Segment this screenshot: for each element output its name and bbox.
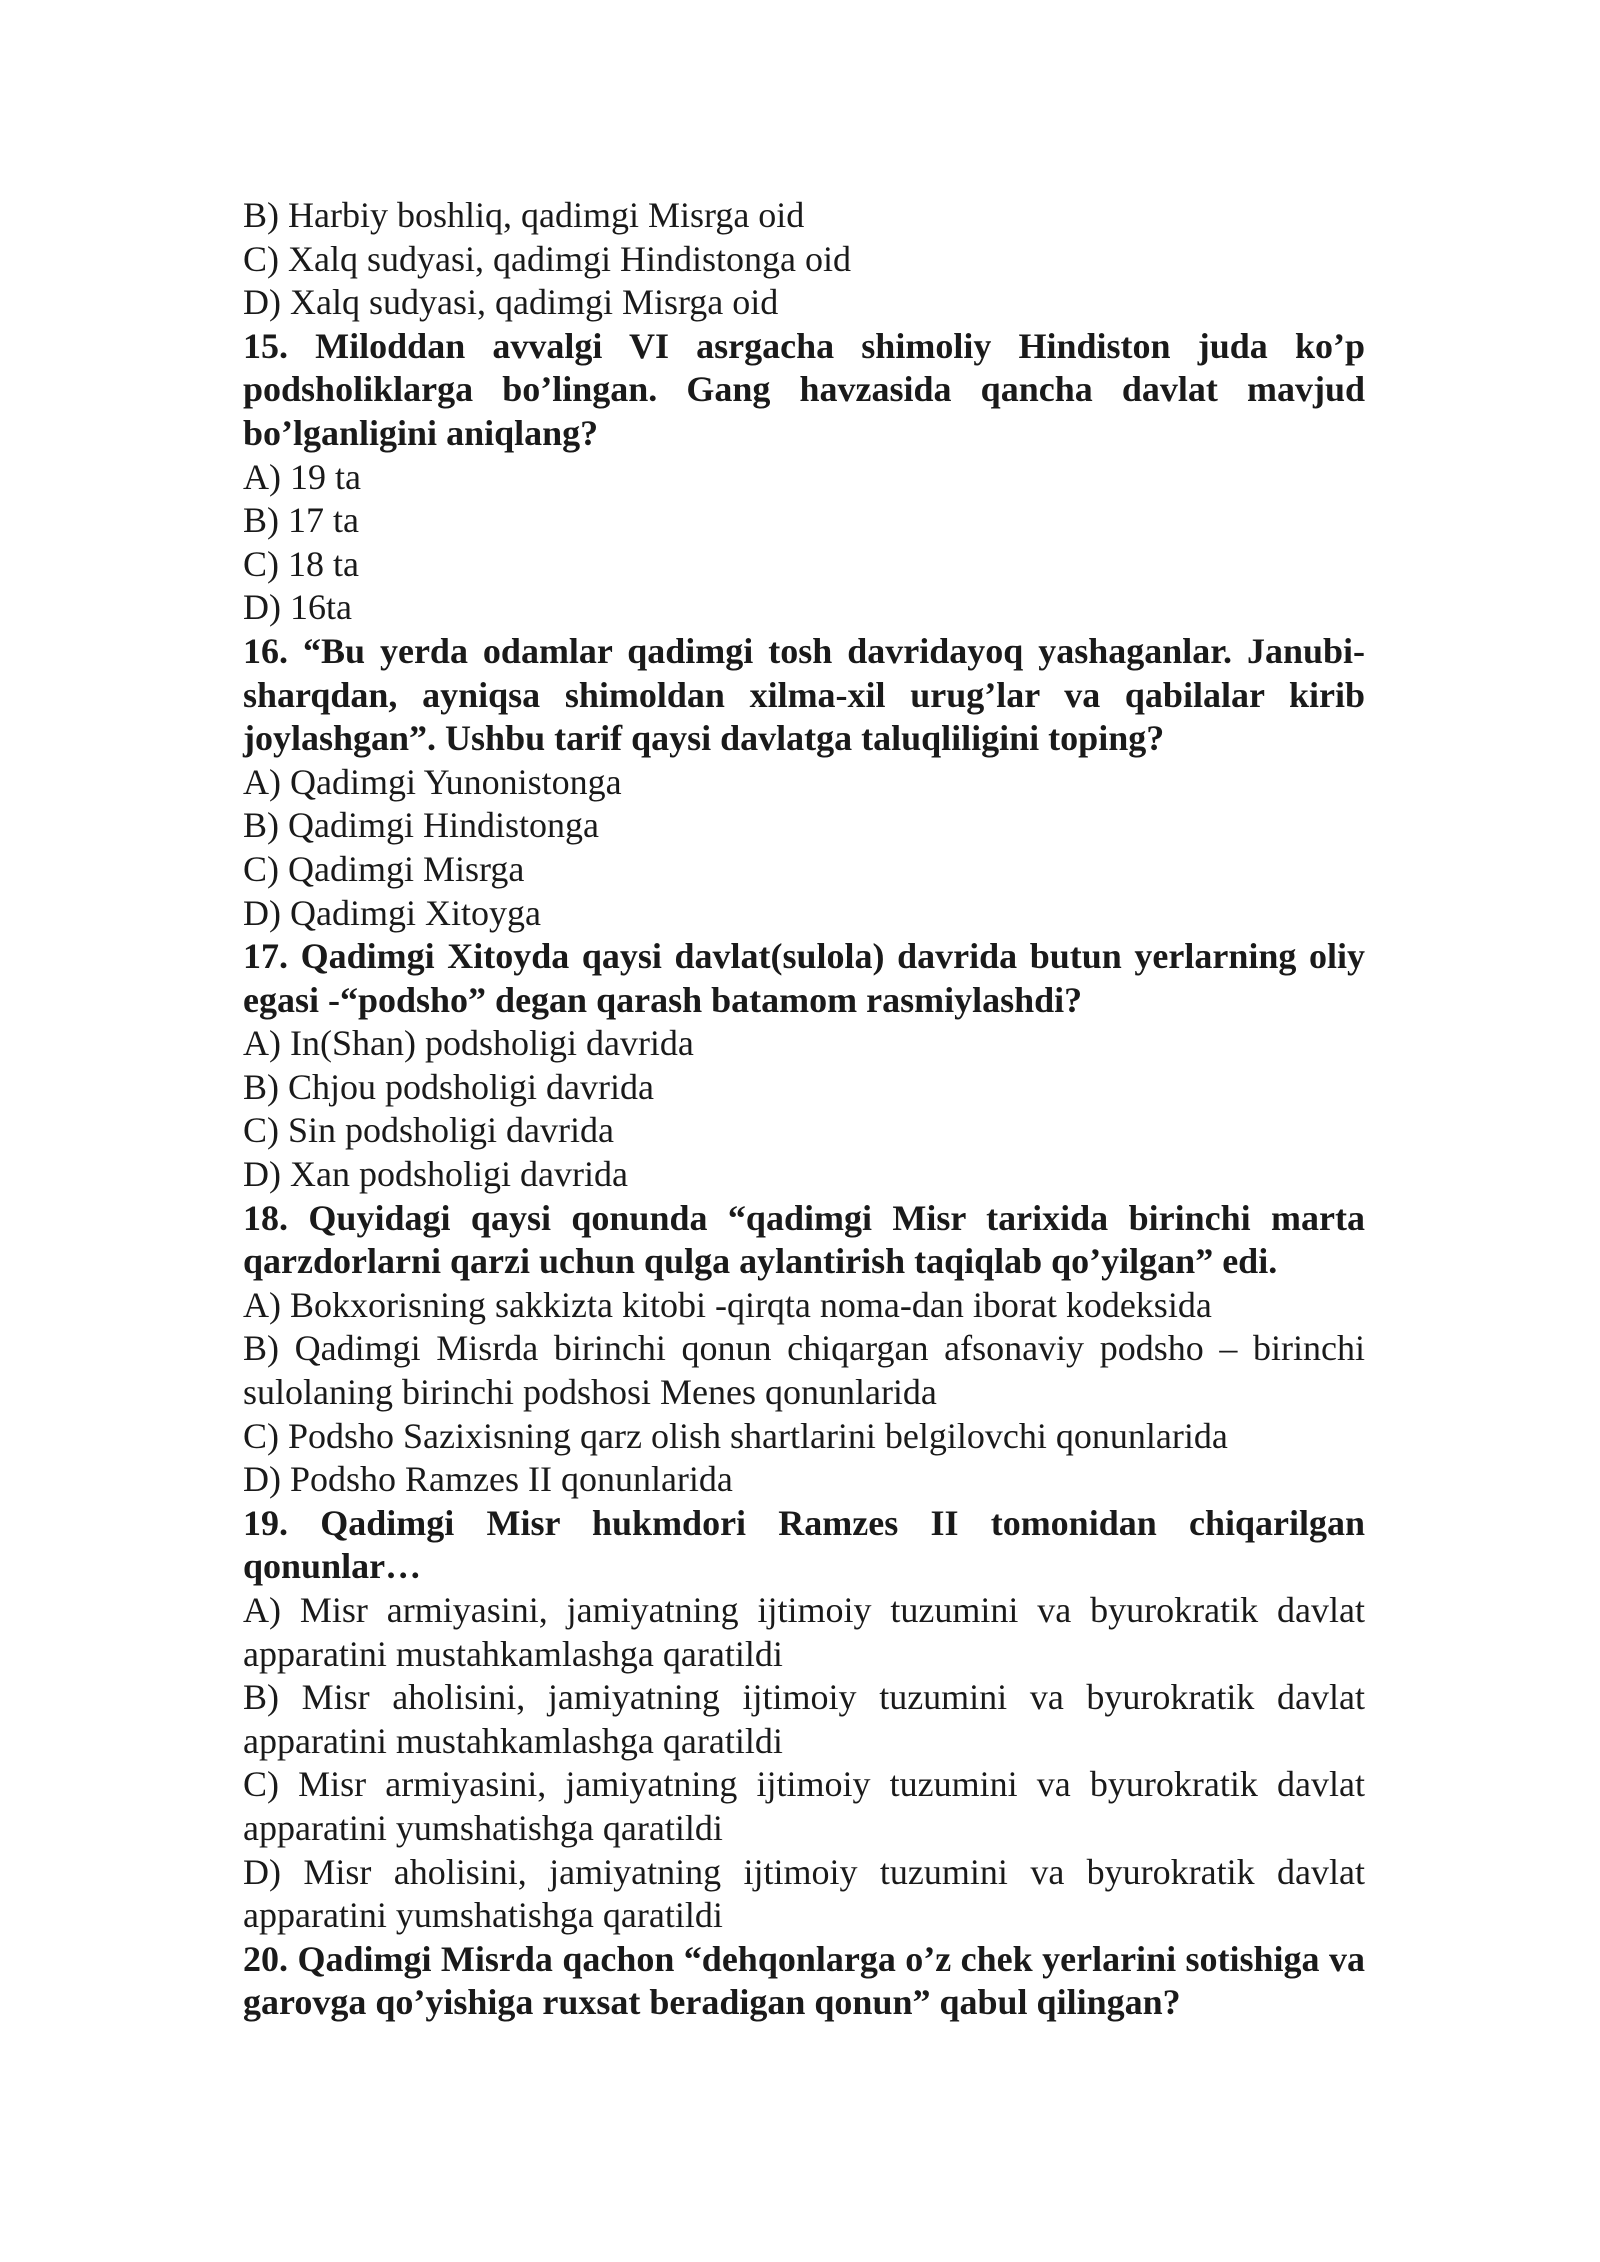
- option-item: C) Sin podsholigi davrida: [243, 1110, 614, 1151]
- option-item: A) Qadimgi Yunonistonga: [243, 761, 622, 802]
- question-20: [243, 1938, 1365, 2025]
- option-item: B) Qadimgi Misrda birinchi qonun chiqargan afsonaviy podsho – birinchi sulolaning birinchi podshosi Menes qonunlarida: [243, 1328, 1365, 1413]
- option-item: D) Qadimgi Xitoyga: [243, 892, 541, 933]
- leading-options: [243, 194, 1365, 325]
- option-item: D) 16ta: [243, 587, 352, 628]
- option-item: A) Bokxorisning sakkizta kitobi -qirqta noma-dan iborat kodeksida: [243, 1284, 1212, 1325]
- question-text: 18. Quyidagi qaysi qonunda “qadimgi Misr tarixida birinchi marta qarzdorlarni qarzi uchun qulga aylantirish taqiqlab qo’yilgan” edi.: [243, 1197, 1365, 1282]
- question-16: [243, 630, 1365, 935]
- question-18: [243, 1197, 1365, 1502]
- option-item: D) Xalq sudyasi, qadimgi Misrga oid: [243, 282, 779, 323]
- option-item: B) Misr aholisini, jamiyatning ijtimoiy tuzumini va byurokratik davlat apparatini mustahkamlashga qaratildi: [243, 1677, 1365, 1761]
- option-item: D) Misr aholisini, jamiyatning ijtimoiy tuzumini va byurokratik davlat apparatini yumshatishga qaratildi: [243, 1851, 1365, 1936]
- option-item: A) In(Shan) podsholigi davrida: [243, 1023, 694, 1064]
- option-item: B) Harbiy boshliq, qadimgi Misrga oid: [243, 195, 805, 235]
- option-item: A) Misr armiyasini, jamiyatning ijtimoiy tuzumini va byurokratik davlat apparatini mustahkamlashga qaratildi: [243, 1590, 1365, 1674]
- question-text: 20. Qadimgi Misrda qachon “dehqonlarga o’z chek yerlarini sotishiga va garovga qo’yishiga ruxsat beradigan qonun” qabul qilingan?: [243, 1938, 1365, 2023]
- question-text: 15. Miloddan avvalgi VI asrgacha shimoliy Hindiston juda ko’p podsholiklarga bo’lingan. Gang havzasida qancha davlat mavjud bo’lganligini aniqlang?: [243, 325, 1365, 453]
- option-item: C) Xalq sudyasi, qadimgi Hindistonga oid: [243, 238, 851, 279]
- question-15: [243, 325, 1365, 630]
- question-text: 19. Qadimgi Misr hukmdori Ramzes II tomonidan chiqarilgan qonunlar…: [243, 1502, 1365, 1587]
- option-item: A) 19 ta: [243, 456, 361, 497]
- option-item: C) Podsho Sazixisning qarz olish shartlarini belgilovchi qonunlarida: [243, 1415, 1228, 1456]
- question-17: [243, 935, 1365, 1197]
- question-19: [243, 1502, 1365, 1938]
- document-page: [243, 194, 1365, 2025]
- option-item: B) Chjou podsholigi davrida: [243, 1066, 654, 1107]
- option-item: C) 18 ta: [243, 543, 359, 584]
- option-item: D) Podsho Ramzes II qonunlarida: [243, 1459, 733, 1500]
- option-item: C) Qadimgi Misrga: [243, 848, 525, 889]
- question-text: 17. Qadimgi Xitoyda qaysi davlat(sulola) davrida butun yerlarning oliy egasi -“podsho” degan qarash batamom rasmiylashdi?: [243, 936, 1365, 1020]
- option-item: B) 17 ta: [243, 500, 359, 541]
- question-text: 16. “Bu yerda odamlar qadimgi tosh davridayoq yashaganlar. Janubi-sharqdan, ayniqsa shimoldan xilma-xil urug’lar va qabilalar kirib joylashgan”. Ushbu tarif qaysi davlatga taluqliligini toping?: [243, 630, 1365, 759]
- option-item: C) Misr armiyasini, jamiyatning ijtimoiy tuzumini va byurokratik davlat apparatini yumshatishga qaratildi: [243, 1764, 1365, 1848]
- option-item: D) Xan podsholigi davrida: [243, 1154, 628, 1195]
- option-item: B) Qadimgi Hindistonga: [243, 805, 599, 846]
